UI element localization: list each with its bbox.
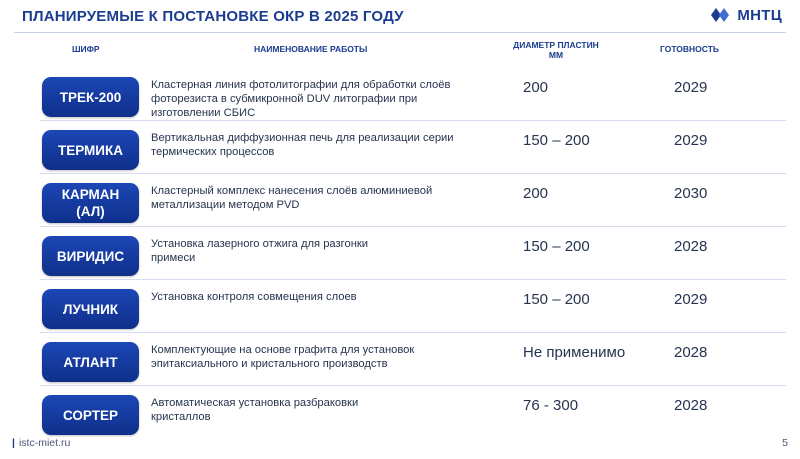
table-row	[0, 333, 800, 386]
column-header-diameter-line1: ДИАМЕТР ПЛАСТИН	[513, 40, 599, 50]
work-name: Вертикальная диффузионная печь для реализации серии термических процессов	[151, 132, 454, 158]
column-header-diameter-line2: ММ	[548, 50, 564, 60]
code-badge: СОРТЕР	[42, 395, 139, 435]
readiness-year: 2028	[674, 397, 708, 414]
page-title: ПЛАНИРУЕМЫЕ К ПОСТАНОВКЕ ОКР В 2025 ГОДУ	[22, 8, 404, 25]
readiness-year: 2030	[674, 185, 708, 202]
work-name: Кластерная линия фотолитографии для обработки слоёв фоторезиста в субмикронной DUV литографии при изготовлении СБИС	[151, 79, 451, 119]
work-name: Установка лазерного отжига для разгонки примеси	[151, 238, 369, 264]
code-badge: ТЕРМИКА	[42, 130, 139, 170]
table-row	[0, 68, 800, 121]
wafer-diameter: Не применимо	[523, 344, 626, 361]
work-name: Кластерный комплекс нанесения слоёв алюминиевой металлизации методом PVD	[151, 185, 433, 211]
wafer-diameter: 150 – 200	[523, 291, 590, 308]
readiness-year: 2028	[674, 344, 708, 361]
code-badge: ВИРИДИС	[42, 236, 139, 276]
readiness-year: 2029	[674, 132, 708, 149]
readiness-year: 2029	[674, 79, 708, 96]
logo-text: МНТЦ	[737, 6, 782, 24]
logo	[709, 6, 782, 24]
column-header-name: НАИМЕНОВАНИЕ РАБОТЫ	[254, 44, 368, 54]
title-divider	[14, 32, 786, 33]
table-body	[0, 68, 800, 439]
footer-divider-icon: |	[12, 437, 15, 449]
mntc-logo-icon	[709, 6, 731, 24]
work-name: Комплектующие на основе графита для установок эпитаксиального и кристального производств	[151, 344, 415, 370]
table-row	[0, 121, 800, 174]
footer-site-link[interactable]: istc-miet.ru	[18, 437, 71, 449]
code-badge: ТРЕК-200	[42, 77, 139, 117]
column-header-diameter	[496, 40, 616, 60]
code-badge: ЛУЧНИК	[42, 289, 139, 329]
column-header-code: ШИФР	[72, 44, 100, 54]
wafer-diameter: 76 - 300	[523, 397, 579, 414]
footer-site	[12, 437, 70, 449]
page-number: 5	[782, 437, 788, 449]
table-row	[0, 386, 800, 439]
readiness-year: 2029	[674, 291, 708, 308]
wafer-diameter: 150 – 200	[523, 132, 590, 149]
table-row	[0, 280, 800, 333]
wafer-diameter: 200	[523, 185, 549, 202]
code-badge: АТЛАНТ	[42, 342, 139, 382]
wafer-diameter: 150 – 200	[523, 238, 590, 255]
table-row	[0, 227, 800, 280]
readiness-year: 2028	[674, 238, 708, 255]
table-row	[0, 174, 800, 227]
work-name: Автоматическая установка разбраковки кристаллов	[151, 397, 359, 423]
column-header-readiness: ГОТОВНОСТЬ	[660, 44, 720, 54]
wafer-diameter: 200	[523, 79, 549, 96]
work-name: Установка контроля совмещения слоев	[151, 291, 357, 303]
code-badge: КАРМАН (АЛ)	[42, 183, 139, 223]
